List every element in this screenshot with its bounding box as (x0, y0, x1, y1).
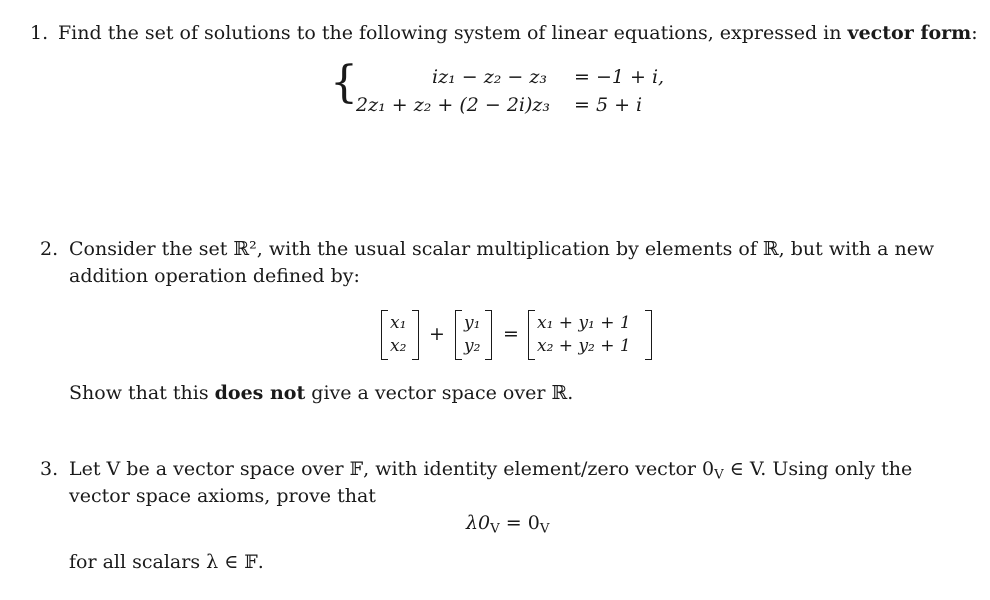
problem-3-line-1-main: Let V be a vector space over 𝔽, with identity element/zero vector 0 (69, 458, 715, 480)
problem-1-bold-phrase: vector form (847, 22, 972, 44)
problem-3-line-2: vector space axioms, prove that (69, 485, 376, 507)
problem-2-show-bold: does not (214, 382, 306, 404)
eq-equals-zero: = 0 (499, 512, 540, 534)
matrix-1-top: x₁ (390, 313, 407, 333)
problem-3-line-1 (69, 458, 912, 482)
matrix-1-right-bracket (412, 310, 419, 360)
matrix-1-left-bracket (381, 310, 388, 360)
matrix-equals-sign: = (503, 323, 519, 345)
matrix-3-left-bracket (528, 310, 535, 360)
equation-2-lhs: 2z₁ + z₂ + (2 − 2i)z₃ (356, 94, 551, 116)
matrix-3-bottom: x₂ + y₂ + 1 (537, 336, 631, 356)
eq-subscript-2: V (539, 521, 550, 537)
system-brace: { (330, 57, 358, 108)
problem-3-line-1-post: ∈ V. Using only the (729, 458, 913, 480)
problem-2-number: 2. (40, 238, 59, 260)
matrix-2-top: y₁ (464, 313, 481, 333)
matrix-2-left-bracket (455, 310, 462, 360)
matrix-3-top: x₁ + y₁ + 1 (537, 313, 631, 333)
equation-2-rhs: = 5 + i (574, 94, 643, 116)
equation-1-lhs: iz₁ − z₂ − z₃ (432, 66, 547, 88)
matrix-3-right-bracket (645, 310, 652, 360)
problem-2-show-line (69, 382, 573, 404)
problem-2-line-1: Consider the set ℝ², with the usual scalar multiplication by elements of ℝ, but with a new (69, 238, 935, 260)
problem-2-show-pre: Show that this (69, 382, 209, 404)
problem-3-equation (466, 512, 549, 536)
matrix-plus-sign: + (429, 323, 445, 345)
problem-3-line-1-subscript: V (714, 467, 724, 483)
problem-1-number: 1. (30, 22, 49, 44)
eq-lambda-zero: λ0 (466, 512, 491, 534)
matrix-2-right-bracket (485, 310, 492, 360)
problem-3-final-line: for all scalars λ ∈ 𝔽. (69, 551, 264, 573)
eq-subscript-1: V (490, 521, 500, 537)
equation-1-rhs: = −1 + i, (574, 66, 665, 88)
problem-1-colon: : (971, 22, 978, 44)
problem-2-line-2: addition operation defined by: (69, 265, 360, 287)
matrix-1-bottom: x₂ (390, 336, 407, 356)
matrix-2-bottom: y₂ (464, 336, 481, 356)
problem-1-intro: Find the set of solutions to the following system of linear equations, expressed in (58, 22, 842, 44)
problem-3-number: 3. (40, 458, 59, 480)
problem-1-statement (58, 22, 978, 44)
problem-2-show-post: give a vector space over ℝ. (311, 382, 574, 404)
